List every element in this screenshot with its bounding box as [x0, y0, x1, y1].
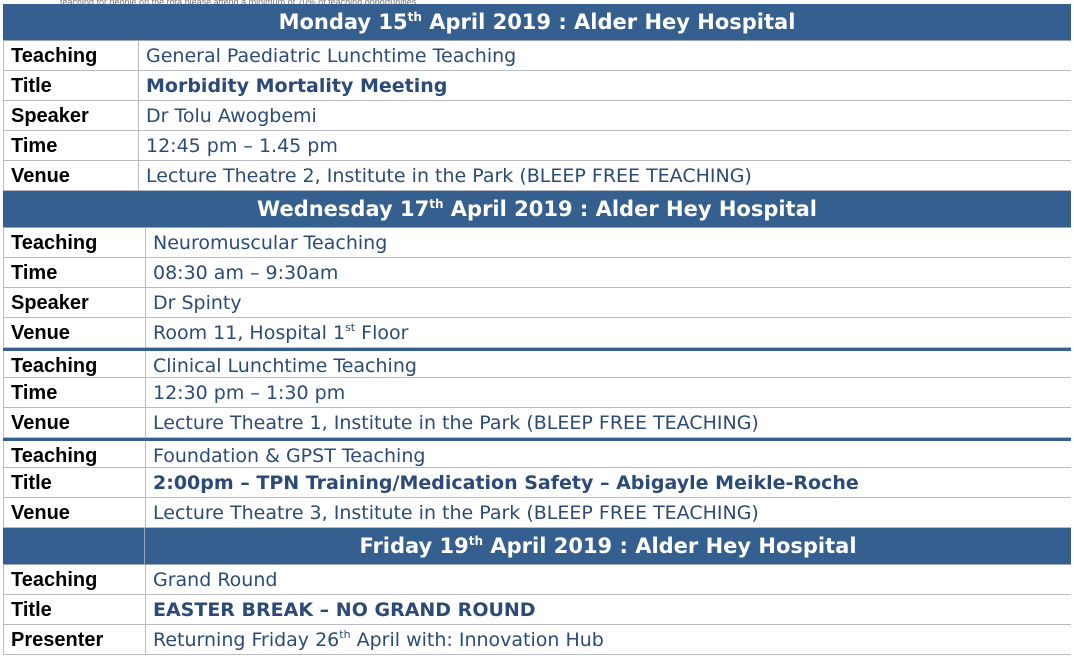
row-label: Venue — [3, 408, 146, 437]
heading-spacer-cell — [3, 528, 145, 564]
row-speaker — [3, 101, 1071, 131]
row-teaching — [3, 228, 1071, 258]
row-venue — [3, 161, 1071, 191]
row-value: Lecture Theatre 1, Institute in the Park (BLEEP FREE TEACHING) — [153, 412, 759, 434]
row-value: EASTER BREAK – NO GRAND ROUND — [153, 599, 536, 621]
row-label: Title — [3, 71, 139, 100]
row-teaching — [3, 348, 1071, 378]
row-teaching — [3, 438, 1071, 468]
heading-text-cell: Friday 19th April 2019 : Alder Hey Hospital — [359, 534, 857, 558]
row-value: Lecture Theatre 3, Institute in the Park (BLEEP FREE TEACHING) — [153, 502, 759, 524]
row-value: Room 11, Hospital 1st Floor — [153, 321, 409, 344]
row-speaker — [3, 288, 1071, 318]
row-value: Morbidity Mortality Meeting — [146, 75, 448, 97]
row-label: Teaching — [3, 441, 146, 467]
row-venue — [3, 408, 1071, 438]
row-title — [3, 468, 1071, 498]
row-value: Returning Friday 26th April with: Innovation Hub — [153, 628, 604, 651]
row-label: Teaching — [3, 41, 139, 70]
row-teaching — [3, 565, 1071, 595]
teaching-schedule — [3, 4, 1071, 655]
row-time — [3, 131, 1071, 161]
row-value: 08:30 am – 9:30am — [153, 262, 339, 284]
row-label: Speaker — [3, 101, 139, 130]
row-title — [3, 71, 1071, 101]
row-value: 12:45 pm – 1.45 pm — [146, 135, 338, 157]
row-value: 12:30 pm – 1:30 pm — [153, 382, 346, 404]
row-venue — [3, 318, 1071, 348]
row-label: Speaker — [3, 288, 146, 317]
row-label: Time — [3, 258, 146, 287]
row-time — [3, 378, 1071, 408]
row-value: Grand Round — [153, 569, 278, 591]
row-label: Teaching — [3, 351, 146, 377]
row-label: Venue — [3, 318, 146, 347]
row-value: Dr Tolu Awogbemi — [146, 105, 317, 127]
row-label: Venue — [3, 498, 146, 527]
row-value: General Paediatric Lunchtime Teaching — [146, 45, 517, 67]
row-value: Dr Spinty — [153, 292, 242, 314]
row-value: Lecture Theatre 2, Institute in the Park (BLEEP FREE TEACHING) — [146, 165, 752, 187]
row-value: Foundation & GPST Teaching — [153, 445, 426, 467]
row-label: Time — [3, 378, 146, 407]
row-venue — [3, 498, 1071, 528]
day-block-monday — [3, 4, 1071, 191]
day-heading-wednesday: Wednesday 17th April 2019 : Alder Hey Hospital — [3, 191, 1071, 228]
row-value: Clinical Lunchtime Teaching — [153, 355, 417, 377]
row-value: Neuromuscular Teaching — [153, 232, 388, 254]
row-presenter — [3, 625, 1071, 655]
day-block-friday — [3, 528, 1071, 655]
day-heading-monday: Monday 15th April 2019 : Alder Hey Hospital — [3, 4, 1071, 41]
row-time — [3, 258, 1071, 288]
day-block-wednesday — [3, 191, 1071, 528]
row-title — [3, 595, 1071, 625]
row-label: Title — [3, 468, 146, 497]
row-value: 2:00pm – TPN Training/Medication Safety – Abigayle Meikle-Roche — [153, 472, 859, 494]
row-label: Time — [3, 131, 139, 160]
row-label: Venue — [3, 161, 139, 190]
row-label: Teaching — [3, 565, 146, 594]
row-label: Title — [3, 595, 146, 624]
row-label: Presenter — [3, 625, 146, 654]
row-teaching — [3, 41, 1071, 71]
day-heading-friday — [3, 528, 1071, 565]
row-label: Teaching — [3, 228, 146, 257]
